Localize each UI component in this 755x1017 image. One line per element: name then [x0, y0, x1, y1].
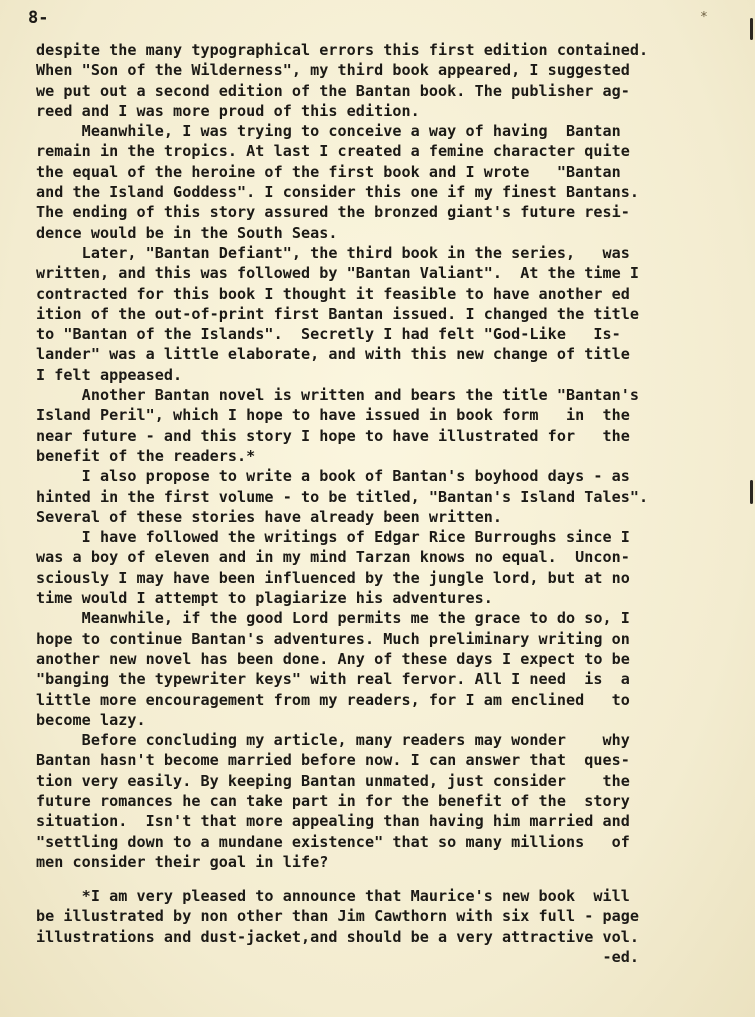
footnote-line: *I am very pleased to announce that Maurice's new book will	[36, 887, 630, 906]
text-line: to "Bantan of the Islands". Secretly I had felt "God-Like Is-	[36, 325, 621, 344]
footnote-line: -ed.	[36, 948, 640, 967]
text-line: remain in the tropics. At last I created a femine character quite	[36, 142, 630, 161]
text-line: Meanwhile, I was trying to conceive a way of having Bantan	[36, 122, 621, 141]
text-line: Island Peril", which I hope to have issued in book form in the	[36, 406, 630, 425]
text-line: dence would be in the South Seas.	[36, 223, 338, 242]
text-line: another new novel has been done. Any of these days I expect to be	[36, 649, 630, 668]
text-line: lander" was a little elaborate, and with this new change of title	[36, 345, 630, 364]
text-line: ition of the out-of-print first Bantan issued. I changed the title	[36, 304, 640, 323]
text-line: tion very easily. By keeping Bantan unmated, just consider the	[36, 771, 630, 790]
page-number: 8-	[28, 8, 49, 28]
text-line: men consider their goal in life?	[36, 852, 329, 871]
text-line: little more encouragement from my readers, for I am enclined to	[36, 690, 630, 709]
text-line: contracted for this book I thought it feasible to have another ed	[36, 284, 630, 303]
footnote-line: be illustrated by non other than Jim Cawthorn with six full - page	[36, 907, 640, 926]
text-line: situation. Isn't that more appealing than having him married and	[36, 812, 630, 831]
text-line: benefit of the readers.*	[36, 446, 256, 465]
text-line: become lazy.	[36, 710, 146, 729]
text-line: Another Bantan novel is written and bears the title "Bantan's	[36, 386, 640, 405]
text-line: "banging the typewriter keys" with real fervor. All I need is a	[36, 670, 630, 689]
article-body	[36, 40, 726, 967]
text-line: The ending of this story assured the bronzed giant's future resi-	[36, 203, 630, 222]
text-line: near future - and this story I hope to have illustrated for the	[36, 426, 630, 445]
text-line: Before concluding my article, many readers may wonder why	[36, 731, 630, 750]
corner-mark: *	[700, 10, 708, 25]
text-line: I felt appeased.	[36, 365, 183, 384]
edge-mark-middle	[750, 480, 753, 504]
text-line: Bantan hasn't become married before now. I can answer that ques-	[36, 751, 630, 770]
text-line: Several of these stories have already been written.	[36, 507, 502, 526]
footnote	[36, 886, 726, 967]
text-line: written, and this was followed by "Bantan Valiant". At the time I	[36, 264, 640, 283]
text-line: "settling down to a mundane existence" that so many millions of	[36, 832, 630, 851]
text-line: the equal of the heroine of the first book and I wrote "Bantan	[36, 162, 621, 181]
text-line: Later, "Bantan Defiant", the third book in the series, was	[36, 243, 630, 262]
text-line: we put out a second edition of the Bantan book. The publisher ag-	[36, 81, 630, 100]
text-line: hinted in the first volume - to be titled, "Bantan's Island Tales".	[36, 487, 649, 506]
body-lines	[36, 40, 726, 872]
text-line: and the Island Goddess". I consider this one if my finest Bantans.	[36, 183, 640, 202]
text-line: time would I attempt to plagiarize his adventures.	[36, 589, 493, 608]
text-line: despite the many typographical errors this first edition contained.	[36, 41, 649, 59]
text-line: sciously I may have been influenced by the jungle lord, but at no	[36, 568, 630, 587]
text-line: reed and I was more proud of this edition.	[36, 101, 420, 120]
section-gap	[36, 872, 726, 886]
text-line: I have followed the writings of Edgar Rice Burroughs since I	[36, 528, 630, 547]
text-line: future romances he can take part in for the benefit of the story	[36, 791, 630, 810]
text-line: Meanwhile, if the good Lord permits me the grace to do so, I	[36, 609, 630, 628]
text-line: was a boy of eleven and in my mind Tarzan knows no equal. Uncon-	[36, 548, 630, 567]
text-line: hope to continue Bantan's adventures. Much preliminary writing on	[36, 629, 630, 648]
footnote-line: illustrations and dust-jacket,and should be a very attractive vol.	[36, 927, 640, 946]
text-line: I also propose to write a book of Bantan's boyhood days - as	[36, 467, 630, 486]
edge-mark-top	[750, 18, 753, 40]
text-line: When "Son of the Wilderness", my third book appeared, I suggested	[36, 61, 630, 80]
